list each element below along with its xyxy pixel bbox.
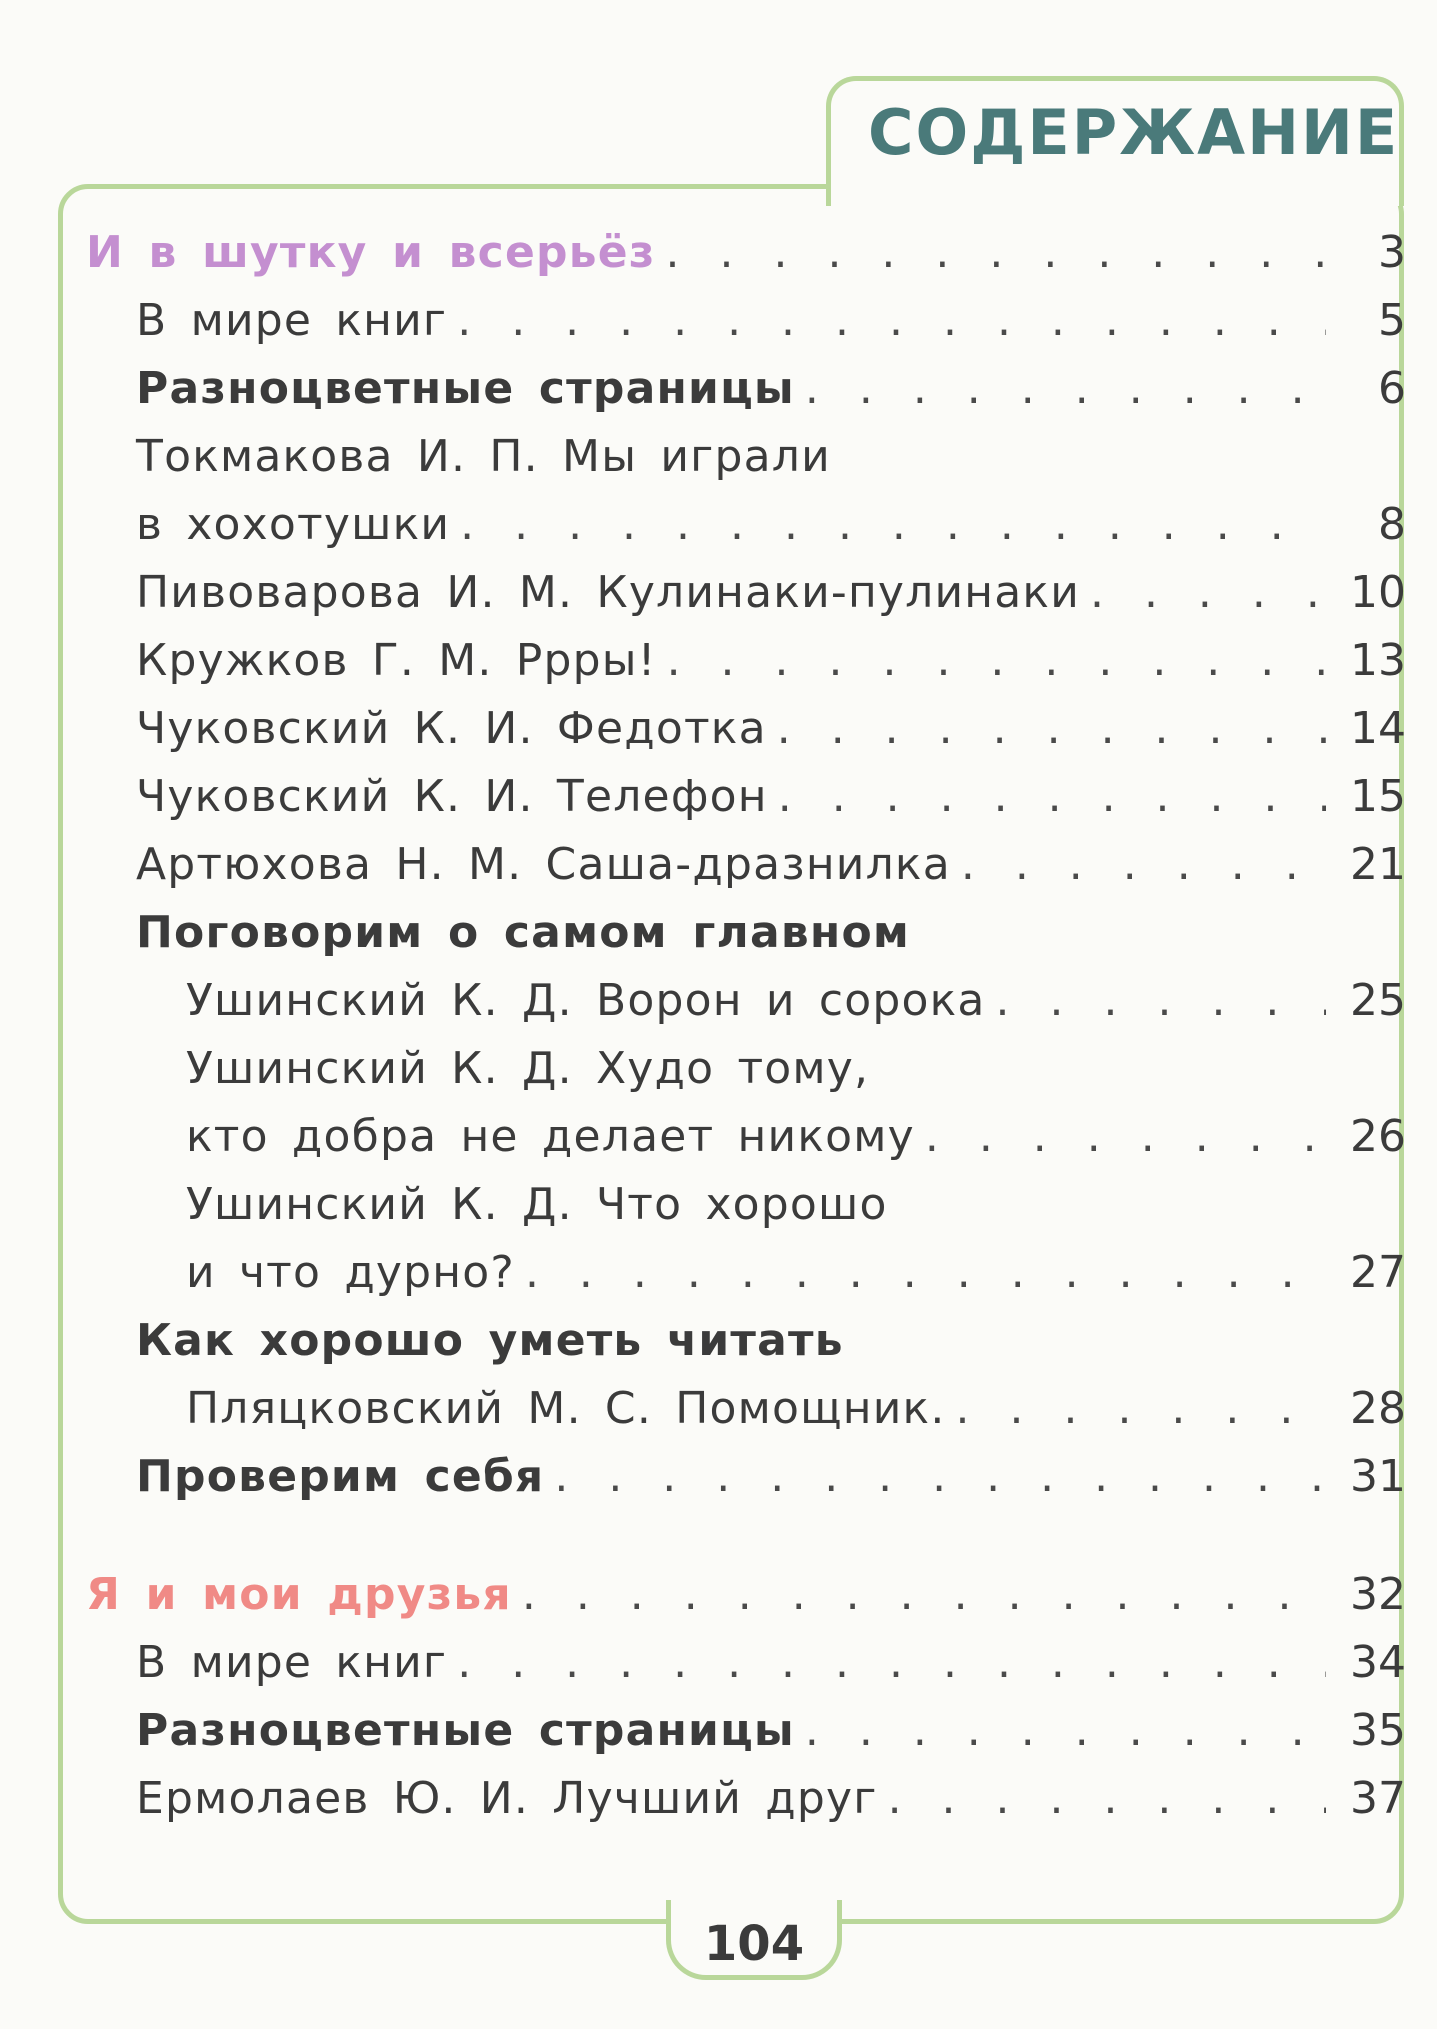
entry-title: Ушинский К. Д. Худо тому, xyxy=(186,1043,870,1094)
leader-dots xyxy=(525,1240,1326,1306)
page-ref: 26 xyxy=(1350,1111,1406,1162)
leader-dots xyxy=(778,764,1326,830)
entry-title: Кружков Г. М. Ррры! xyxy=(136,635,657,686)
toc-entry[interactable] xyxy=(136,288,1406,354)
page-ref: 37 xyxy=(1350,1773,1406,1824)
leader-dots xyxy=(805,1698,1326,1764)
entry-title-continued: кто добра не делает никому xyxy=(186,1111,915,1162)
page-ref: 27 xyxy=(1350,1247,1406,1298)
entry-title-continued: и что дурно? xyxy=(186,1247,515,1298)
section-title: И в шутку и всерьёз xyxy=(86,227,656,278)
page-ref: 14 xyxy=(1350,703,1406,754)
toc-entry-line[interactable] xyxy=(136,424,1406,490)
leader-dots xyxy=(457,1630,1326,1696)
subsection-title: Как хорошо уметь читать xyxy=(136,1315,844,1366)
page-ref: 3 xyxy=(1378,227,1406,278)
toc-section-1[interactable] xyxy=(86,220,1406,286)
page-ref: 10 xyxy=(1350,567,1406,618)
page-ref: 25 xyxy=(1350,975,1406,1026)
page-ref: 8 xyxy=(1378,499,1406,550)
page-ref: 31 xyxy=(1350,1451,1406,1502)
leader-dots xyxy=(961,832,1326,898)
subsection-title: Поговорим о самом главном xyxy=(136,907,911,958)
entry-title: Разноцветные страницы xyxy=(136,363,795,414)
toc-entry[interactable] xyxy=(136,1444,1406,1510)
toc-entry[interactable] xyxy=(136,628,1406,694)
leader-dots xyxy=(522,1562,1326,1628)
leader-dots xyxy=(888,1766,1326,1832)
toc-entry[interactable] xyxy=(136,832,1406,898)
entry-title: Чуковский К. И. Телефон xyxy=(136,771,768,822)
entry-title: Разноцветные страницы xyxy=(136,1705,795,1756)
entry-title: Чуковский К. И. Федотка xyxy=(136,703,767,754)
page-ref: 5 xyxy=(1378,295,1406,346)
page-ref: 13 xyxy=(1350,635,1406,686)
toc-entry[interactable] xyxy=(186,1376,1406,1442)
entry-title: Ушинский К. Д. Ворон и сорока xyxy=(186,975,986,1026)
toc-entry-line[interactable] xyxy=(186,1036,1406,1102)
leader-dots xyxy=(956,1376,1326,1442)
toc-entry[interactable] xyxy=(136,764,1406,830)
entry-title: В мире книг xyxy=(136,295,448,346)
toc-section-2[interactable] xyxy=(86,1562,1406,1628)
entry-title: Пивоварова И. М. Кулинаки-пулинаки xyxy=(136,567,1080,618)
leader-dots xyxy=(805,356,1326,422)
leader-dots xyxy=(554,1444,1326,1510)
toc-entry[interactable] xyxy=(136,1698,1406,1764)
entry-title: Ушинский К. Д. Что хорошо xyxy=(186,1179,888,1230)
toc-entry[interactable] xyxy=(136,1766,1406,1832)
toc-subsection-title xyxy=(136,900,1406,966)
page-ref: 35 xyxy=(1350,1705,1406,1756)
toc-entry[interactable] xyxy=(136,356,1406,422)
toc-entry[interactable] xyxy=(136,492,1406,558)
leader-dots xyxy=(1090,560,1326,626)
page-ref: 28 xyxy=(1350,1383,1406,1434)
toc-entry[interactable] xyxy=(186,1240,1406,1306)
leader-dots xyxy=(667,628,1326,694)
toc-entry[interactable] xyxy=(136,560,1406,626)
toc-entry-line[interactable] xyxy=(186,1172,1406,1238)
page-ref: 21 xyxy=(1350,839,1406,890)
toc-subsection-title xyxy=(136,1308,1406,1374)
entry-title: Проверим себя xyxy=(136,1451,545,1502)
entry-title: Ермолаев Ю. И. Лучший друг xyxy=(136,1773,878,1824)
entry-title: В мире книг xyxy=(136,1637,448,1688)
page-ref: 6 xyxy=(1378,363,1406,414)
toc-entry[interactable] xyxy=(186,968,1406,1034)
page-ref: 15 xyxy=(1350,771,1406,822)
leader-dots xyxy=(666,220,1326,286)
section-title: Я и мои друзья xyxy=(86,1569,512,1620)
page-ref: 32 xyxy=(1350,1569,1406,1620)
leader-dots xyxy=(925,1104,1326,1170)
frame-gap xyxy=(831,180,1399,194)
leader-dots xyxy=(457,288,1326,354)
toc-entry[interactable] xyxy=(136,1630,1406,1696)
toc-entry[interactable] xyxy=(186,1104,1406,1170)
entry-title-continued: в хохотушки xyxy=(136,499,451,550)
entry-title: Пляцковский М. С. Помощник. xyxy=(186,1383,946,1434)
leader-dots xyxy=(460,492,1326,558)
leader-dots xyxy=(777,696,1326,762)
page-title: СОДЕРЖАНИЕ xyxy=(868,96,1400,169)
toc-entry[interactable] xyxy=(136,696,1406,762)
page-number: 104 xyxy=(703,1916,805,1972)
leader-dots xyxy=(996,968,1326,1034)
entry-title: Токмакова И. П. Мы играли xyxy=(136,431,831,482)
page-ref: 34 xyxy=(1350,1637,1406,1688)
entry-title: Артюхова Н. М. Саша-дразнилка xyxy=(136,839,951,890)
